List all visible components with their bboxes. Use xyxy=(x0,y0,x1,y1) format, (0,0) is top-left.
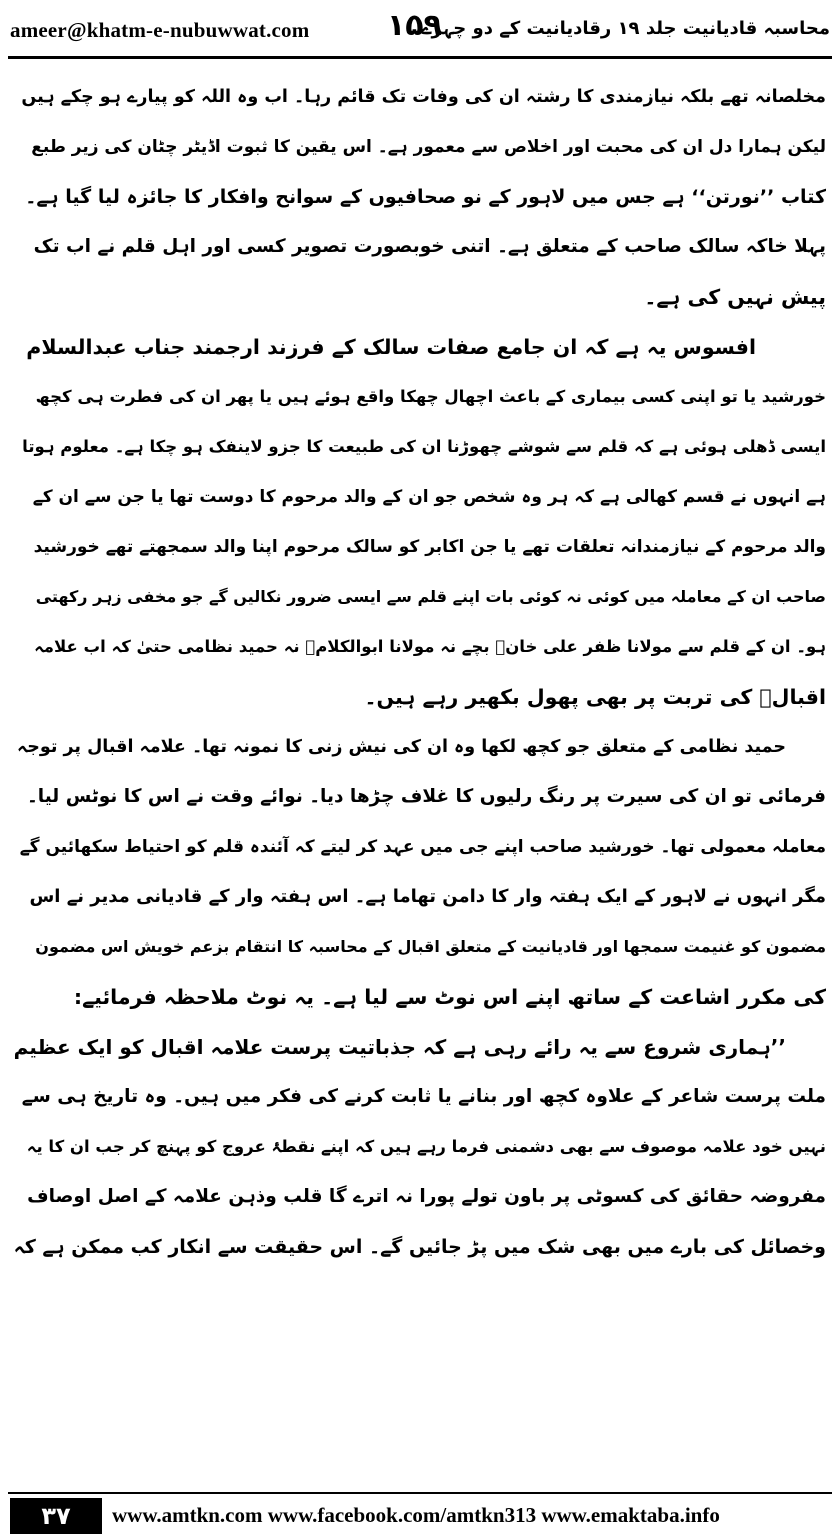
text-line: ہو۔ ان کے قلم سے مولانا ظفر علی خانؒ بچے نہ مولانا ابوالکلامؒ نہ حمید نظامی حتیٰ کہ اب علامہ xyxy=(34,637,826,656)
text-line: حمید نظامی کے متعلق جو کچھ لکھا وہ ان کی نیش زنی کا نمونہ تھا۔ علامہ اقبال پر توجہ xyxy=(17,737,786,757)
text-line: والد مرحوم کے نیازمندانہ تعلقات تھے یا جن اکابر کو سالک مرحوم اپنا والد سمجھتے تھے خورشید xyxy=(33,537,826,557)
footer-page-marker: ۳۷ xyxy=(10,1498,102,1534)
text-line: صاحب ان کے معاملہ میں کوئی نہ کوئی بات اپنے قلم سے ایسی ضرور نکالیں گے جو مخفی زہر رکھتی xyxy=(35,587,826,606)
text-line: ہے انہوں نے قسم کھالی ہے کہ ہر وہ شخص جو ان کے والد مرحوم کا دوست تھا یا جن سے ان کے xyxy=(32,487,826,507)
text-line: ’’ہماری شروع سے یہ رائے رہی ہے کہ جذباتیت پرست علامہ اقبال کو ایک عظیم xyxy=(14,1035,786,1059)
footer-rule xyxy=(8,1492,832,1494)
text-line: ایسی ڈھلی ہوئی ہے کہ قلم سے شوشے چھوڑنا ان کی طبیعت کا جزو لاینفک ہو چکا ہے۔ معلوم ہوتا xyxy=(22,437,826,456)
header-email: ameer@khatm-e-nubuwwat.com xyxy=(10,18,310,42)
text-line: مخلصانہ تھے بلکہ نیازمندی کا رشتہ ان کی وفات تک قائم رہا۔ اب وہ اللہ کو پیارے ہو چکے ہیں xyxy=(21,87,826,107)
text-line: مفروضہ حقائق کی کسوٹی پر باون تولے پورا نہ اترے گا قلب وذہن علامہ کے اصل اوصاف xyxy=(27,1186,826,1207)
text-line: معاملہ معمولی تھا۔ خورشید صاحب اپنے جی میں عہد کر لیتے کہ آئندہ قلم کو احتیاط سکھائیں گے xyxy=(19,837,826,857)
text-line: اقبالؒ کی تربت پر بھی پھول بکھیر رہے ہیں۔ xyxy=(364,685,826,709)
text-line: وخصائل کی بارے میں بھی شک میں پڑ جائیں گے۔ اس حقیقت سے انکار کب ممکن ہے کہ xyxy=(14,1236,826,1258)
text-line: کتاب ’’نورتن‘‘ ہے جس میں لاہور کے نو صحافیوں کے سوانح وافکار کا جائزہ لیا گیا ہے۔ xyxy=(25,186,826,208)
text-line: افسوس یہ ہے کہ ان جامع صفات سالک کے فرزند ارجمند جناب عبدالسلام xyxy=(26,335,756,359)
text-line: فرمائی تو ان کی سیرت پر رنگ رلیوں کا غلاف چڑھا دیا۔ نوائے وقت نے اس کا نوٹس لیا۔ xyxy=(26,786,826,807)
text-line: خورشید یا تو اپنی کسی بیماری کے باعث اچھال چھکا واقع ہوئے ہیں یا پھر ان کی فطرت ہی کچھ xyxy=(35,387,826,406)
text-line: مگر انہوں نے لاہور کے ایک ہفتہ وار کا دامن تھاما ہے۔ اس ہفتہ وار کے قادیانی مدیر نے اس xyxy=(29,886,826,907)
page-body xyxy=(14,72,826,1492)
page-footer xyxy=(0,1492,840,1540)
text-line: ملت پرست شاعر کے علاوہ کچھ اور بنانے یا ثابت کرنے کی فکر میں ہیں۔ وہ تاریخ ہی سے xyxy=(21,1086,826,1107)
text-line: مضمون کو غنیمت سمجھا اور قادیانیت کے متعلق اقبال کے محاسبہ کا انتقام بزعم خویش اس مضمون xyxy=(35,937,826,956)
page-number: ۱۵۹ xyxy=(387,8,442,43)
text-line: لیکن ہمارا دل ان کی محبت اور اخلاص سے معمور ہے۔ اس یقین کا ثبوت اڈیٹر چٹان کی زیر طبع xyxy=(31,137,826,157)
page-header xyxy=(0,0,840,56)
text-line: پہلا خاکہ سالک صاحب کے متعلق ہے۔ اتنی خوبصورت تصویر کسی اور اہل قلم نے اب تک xyxy=(33,236,826,257)
header-rule xyxy=(8,56,832,59)
footer-links: www.amtkn.com www.facebook.com/amtkn313 www.emaktaba.info xyxy=(112,1503,720,1527)
text-line: پیش نہیں کی ہے۔ xyxy=(644,285,826,309)
text-line: کی مکرر اشاعت کے ساتھ اپنے اس نوٹ سے لیا ہے۔ یہ نوٹ ملاحظہ فرمائیے: xyxy=(73,985,826,1009)
text-line: نہیں خود علامہ موصوف سے بھی دشمنی فرما رہے ہیں کہ اپنے نقطۂ عروج کو پہنچ کر جب ان کا یہ xyxy=(26,1137,826,1156)
book-title: محاسبہ قادیانیت جلد ۱۹ رقادیانیت کے دو چہرے xyxy=(420,18,830,39)
